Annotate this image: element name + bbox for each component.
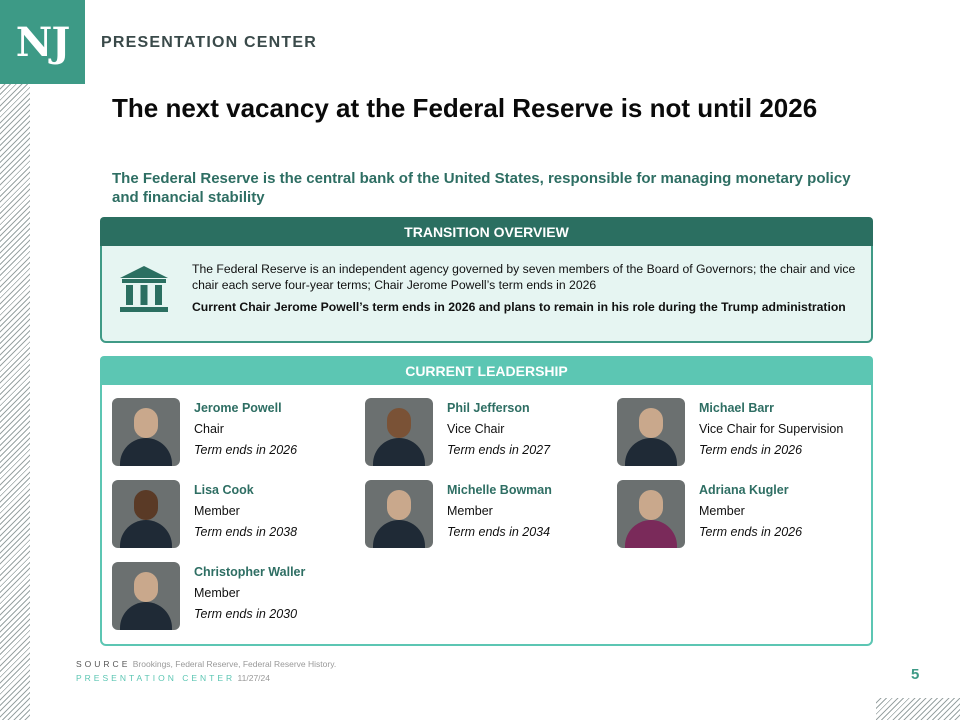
person-card — [365, 398, 617, 466]
footer-date: 11/27/24 — [237, 673, 271, 683]
person-role: Vice Chair for Supervision — [699, 422, 844, 436]
person-role: Chair — [194, 422, 224, 436]
person-card — [112, 398, 364, 466]
footer-source — [76, 657, 336, 671]
footer — [76, 657, 336, 685]
person-term: Term ends in 2026 — [194, 443, 298, 457]
person-photo — [365, 398, 433, 466]
current-leadership-header: CURRENT LEADERSHIP — [100, 356, 873, 385]
person-photo — [112, 398, 180, 466]
footer-source-label: SOURCE — [76, 659, 131, 669]
transition-overview-panel — [100, 217, 873, 343]
person-name: Christopher Waller — [194, 565, 306, 579]
person-info — [194, 562, 305, 625]
person-term: Term ends in 2030 — [194, 607, 298, 621]
person-term: Term ends in 2038 — [194, 525, 298, 539]
decorative-hatch-left — [0, 84, 30, 720]
person-name: Adriana Kugler — [699, 483, 789, 497]
person-info — [194, 398, 297, 461]
transition-overview-header: TRANSITION OVERVIEW — [100, 217, 873, 246]
person-photo — [617, 398, 685, 466]
person-term: Term ends in 2026 — [699, 443, 803, 457]
bank-icon — [118, 264, 170, 314]
person-term: Term ends in 2026 — [699, 525, 803, 539]
person-card — [617, 480, 869, 548]
decorative-hatch-bottom-right — [876, 698, 960, 720]
person-info — [699, 398, 843, 461]
person-info — [194, 480, 297, 543]
person-card — [617, 398, 869, 466]
person-role: Member — [699, 504, 745, 518]
person-role: Vice Chair — [447, 422, 505, 436]
person-photo — [112, 480, 180, 548]
person-card — [112, 480, 364, 548]
footer-center-label: PRESENTATION CENTER — [76, 673, 236, 683]
person-info — [699, 480, 802, 543]
person-term: Term ends in 2027 — [447, 443, 551, 457]
overview-highlight: Current Chair Jerome Powell’s term ends in 2026 and plans to remain in his role during the Trump administration — [192, 300, 846, 314]
person-name: Jerome Powell — [194, 401, 282, 415]
person-role: Member — [194, 504, 240, 518]
page-number: 5 — [911, 666, 920, 683]
person-name: Michael Barr — [699, 401, 775, 415]
person-card — [365, 480, 617, 548]
person-role: Member — [194, 586, 240, 600]
person-info — [447, 480, 552, 543]
overview-text-block — [192, 261, 862, 315]
page-subtitle: The Federal Reserve is the central bank of the United States, responsible for managing monetary policy and financial stability — [112, 170, 851, 206]
logo-text: NJ — [15, 18, 70, 66]
person-name: Lisa Cook — [194, 483, 254, 497]
person-photo — [617, 480, 685, 548]
current-leadership-panel — [100, 356, 873, 646]
person-role: Member — [447, 504, 493, 518]
person-card — [112, 562, 364, 630]
person-info — [447, 398, 550, 461]
brand-name: PRESENTATION CENTER — [101, 34, 317, 51]
nj-logo — [0, 0, 85, 84]
footer-center — [76, 671, 336, 685]
person-photo — [112, 562, 180, 630]
person-term: Term ends in 2034 — [447, 525, 551, 539]
footer-source-value: Brookings, Federal Reserve, Federal Reserve History. — [132, 659, 337, 669]
person-photo — [365, 480, 433, 548]
person-name: Phil Jefferson — [447, 401, 530, 415]
page-title: The next vacancy at the Federal Reserve is not until 2026 — [112, 93, 818, 123]
overview-description: The Federal Reserve is an independent agency governed by seven members of the Board of Governors; the chair and vice chair each serve four-year terms; Chair Jerome Powell’s term ends in 2026 — [192, 262, 856, 292]
person-name: Michelle Bowman — [447, 483, 552, 497]
